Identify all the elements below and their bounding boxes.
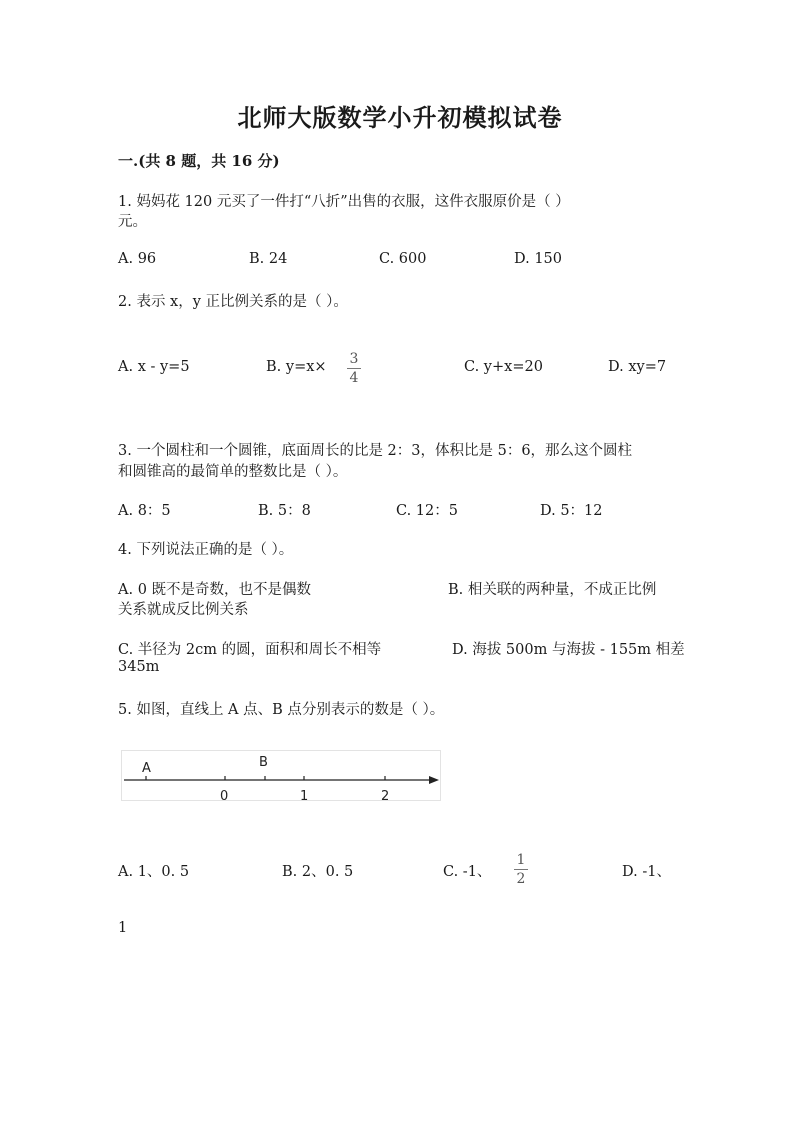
- label-point-b: B: [259, 755, 268, 770]
- question-2-text: 2. 表示 x，y 正比例关系的是（ ）。: [118, 294, 348, 310]
- fraction-bar: [347, 368, 361, 369]
- question-1-option-c: C. 600: [379, 251, 427, 267]
- question-3-option-a: A. 8：5: [118, 503, 171, 519]
- number-line-figure: [121, 750, 443, 806]
- fraction-denominator: 4: [349, 370, 359, 386]
- question-5-fraction: [512, 852, 530, 887]
- question-1-option-d: D. 150: [514, 251, 563, 267]
- question-1-option-a: A. 96: [118, 251, 157, 267]
- label-tick-0: 0: [220, 789, 229, 804]
- fraction-numerator: 1: [516, 852, 526, 868]
- question-4-option-a: A. 0 既不是奇数，也不是偶数: [118, 582, 312, 598]
- question-5-text: 5. 如图，直线上 A 点、B 点分别表示的数是（ ）。: [118, 702, 445, 718]
- question-2-option-a: A. x - y=5: [118, 359, 190, 375]
- question-1-line-1: 1. 妈妈花 120 元买了一件打“八折”出售的衣服，这件衣服原价是（ ）: [118, 194, 570, 210]
- page-title: 北师大版数学小升初模拟试卷: [237, 103, 563, 132]
- fraction-bar: [514, 869, 528, 870]
- number-line-frame: [122, 751, 441, 801]
- question-2-option-b: B. y=x×: [266, 359, 327, 375]
- label-point-a: A: [142, 761, 151, 776]
- question-3-option-c: C. 12：5: [396, 503, 458, 519]
- question-5-option-c: C. -1、: [443, 864, 492, 880]
- question-4-text: 4. 下列说法正确的是（ ）。: [118, 542, 294, 558]
- question-4-option-b-line-2: 关系就成反比例关系: [118, 602, 249, 618]
- question-3-line-2: 和圆锥高的最简单的整数比是（ ）。: [118, 464, 348, 480]
- number-line-arrow-icon: [429, 776, 439, 784]
- question-4-option-d-line-2: 345m: [118, 659, 160, 675]
- question-4-option-c: C. 半径为 2cm 的圆，面积和周长不相等: [118, 642, 382, 658]
- fraction-denominator: 2: [516, 871, 526, 887]
- label-tick-2: 2: [381, 789, 390, 804]
- question-5-option-b: B. 2、0. 5: [282, 864, 354, 880]
- question-5-option-a: A. 1、0. 5: [118, 864, 190, 880]
- question-2-option-d: D. xy=7: [608, 359, 667, 375]
- section-heading: 一.(共 8 题，共 16 分): [118, 152, 280, 170]
- question-1-option-b: B. 24: [249, 251, 288, 267]
- question-5-option-d: D. -1、: [622, 864, 671, 880]
- label-tick-1: 1: [300, 789, 309, 804]
- question-3-option-d: D. 5：12: [540, 503, 603, 519]
- question-1-line-2: 元。: [118, 214, 147, 230]
- question-2-fraction: [345, 351, 363, 386]
- fraction-numerator: 3: [349, 351, 359, 367]
- question-4-option-d-line-1: D. 海拔 500m 与海拔 - 155m 相差: [452, 642, 685, 658]
- question-2-option-c: C. y+x=20: [464, 359, 543, 375]
- question-3-line-1: 3. 一个圆柱和一个圆锥，底面周长的比是 2：3，体积比是 5：6，那么这个圆柱: [118, 443, 633, 459]
- question-3-option-b: B. 5：8: [258, 503, 311, 519]
- question-4-option-b-line-1: B. 相关联的两种量，不成正比例: [448, 582, 657, 598]
- page-number: 1: [118, 920, 128, 936]
